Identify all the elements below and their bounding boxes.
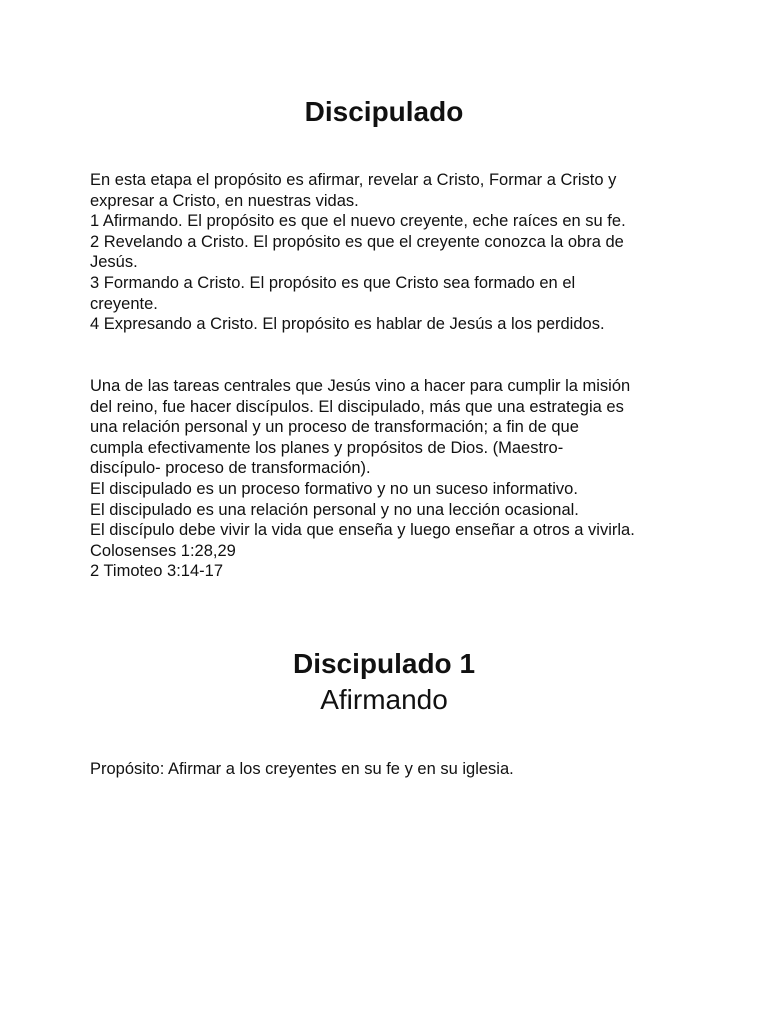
page-title: Discipulado (304, 96, 464, 127)
text-line: Propósito: Afirmar a los creyentes en su fe y en su iglesia. (90, 760, 514, 778)
text-line: Jesús. (90, 253, 138, 272)
text-line: 1 Afirmando. El propósito es que el nuevo creyente, eche raíces en su fe. (90, 212, 626, 231)
text-line: cumpla efectivamente los planes y propósitos de Dios. (Maestro- (90, 438, 564, 457)
text-line: 4 Expresando a Cristo. El propósito es hablar de Jesús a los perdidos. (90, 315, 605, 334)
text-line: del reino, fue hacer discípulos. El discipulado, más que una estrategia es (90, 397, 624, 416)
purpose-paragraph (90, 759, 690, 780)
body-paragraph (90, 376, 690, 582)
text-line: una relación personal y un proceso de transformación; a fin de que (90, 418, 579, 437)
intro-paragraph (90, 170, 690, 335)
text-line: expresar a Cristo, en nuestras vidas. (90, 191, 359, 210)
text-line: El discípulo debe vivir la vida que enseña y luego enseñar a otros a vivirla. (90, 521, 635, 540)
text-line: discípulo- proceso de transformación). (90, 459, 371, 478)
text-line: 2 Revelando a Cristo. El propósito es que el creyente conozca la obra de (90, 232, 624, 251)
text-line: En esta etapa el propósito es afirmar, revelar a Cristo, Formar a Cristo y (90, 171, 617, 189)
text-line: El discipulado es un proceso formativo y no un suceso informativo. (90, 479, 578, 498)
scripture-reference: Colosenses 1:28,29 (90, 541, 236, 560)
section-title: Discipulado 1 (292, 648, 476, 679)
scripture-reference: 2 Timoteo 3:14-17 (90, 562, 223, 581)
section-subtitle: Afirmando (320, 684, 448, 715)
text-line: creyente. (90, 294, 158, 313)
text-line: Una de las tareas centrales que Jesús vino a hacer para cumplir la misión (90, 377, 631, 395)
text-line: El discipulado es una relación personal y no una lección ocasional. (90, 500, 579, 519)
text-line: 3 Formando a Cristo. El propósito es que Cristo sea formado en el (90, 273, 576, 292)
